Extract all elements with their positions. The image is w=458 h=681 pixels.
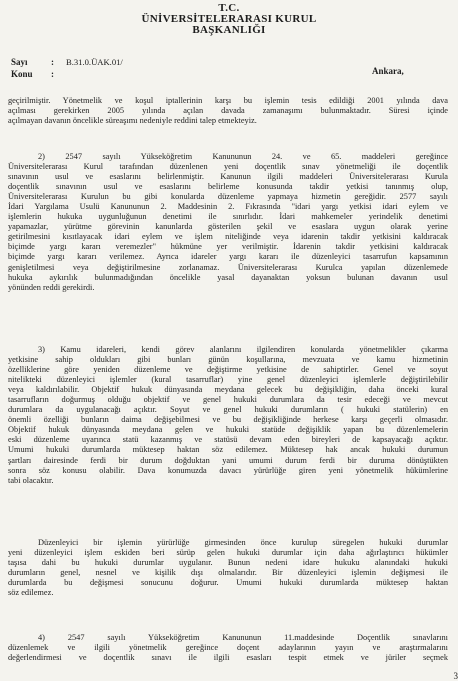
text-line: 3) Kamu idareleri, kendi görev alanlarını ilgilendiren konularda yönetmelikler çıkarma [38,345,448,354]
text-line: durumların genel, nesnel ve kişilik dışı olmalarıdır. Bir düzenleyici işlemin değişmesi ile [8,568,448,578]
text-line: tabi olacaktır. [8,475,54,485]
city-date: Ankara, [372,66,404,76]
text-line: İdari Yargılama Usulü Kanununun 2. Maddesinin 2. Fıkrasında "idari yargı yetkisi idari eylem ve [8,202,448,212]
text-line: açılması gerekirken 2005 yılında açılan davada zamanaşımı bulunmaktadır. Süresi içinde [8,106,448,116]
text-line: özelliklerine göre yeniden düzenleme ve değiştirme yetkisine de sahiptirler. Genel ve soyut [8,365,448,375]
header-presidency: BAŞKANLIĞI [192,24,266,36]
text-line: 2) 2547 sayılı Yükseköğretim Kanununun 24. ve 65. maddeleri gereğince [38,152,448,161]
text-line: eski düzenleme uyarınca statü kazanmış ve statüsü devam eden bireyleri de kapsayacağı açıktır. [8,435,448,445]
text-line: sonra söz konusu olabilir. Dava konumuzda davacı yürürlüğe giren yeni yönetmelik hükümlerine [8,465,448,475]
text-line: nitelikteki düzenleyici işlemler (kural tasarruflar) yine genel düzenleyici işlemlerle değiştirilebilir [8,375,448,385]
text-line: işlemlerin hukuka uygunluğunun denetimi ile sınırlıdır. İdari mahkemeler yerindelik denetimi [8,212,448,222]
sayi-value: B.31.0.ÜAK.01/ [66,57,123,67]
text-line: yetkisine sahip oldukları gibi bunları günün koşullarına, mevzuata ve kamu hizmetinin [8,355,448,365]
text-line: biçimde yargı kararı verilemez. Ayrıca idareler yargı kararı ile düzenleyici tasarrufun kapsamının [8,252,448,262]
text-line: önemli özelliği bunların daima değişebilmesi ve bu değişikliğinde herkese karşı geçerli olmasıdır. [8,415,448,425]
paragraph-5 [8,633,448,663]
text-line: sınavının usul ve esaslarını belirlenmiştir. Kanunun ilgili maddeleri Üniversitelerarası Kurula [8,172,448,182]
text-line: açılmayan davanın öncelikle süreaşımı nedeniyle reddini talep etmekteyiz. [8,116,257,126]
text-line: yönünden reddi gerekirdi. [8,282,95,292]
text-line: doçentlik sınavının usul ve esaslarını belirleme konusunda takdir yetkisi tanınmış olup, [8,182,448,192]
paragraph-4 [8,538,448,598]
text-line: Üniversitelerarası Kurulun bu gibi konularda düzenleme yapmaya hizmetin gereğidir. 2577 sayılı [8,192,448,202]
text-line: 4) 2547 sayılı Yükseköğretim Kanununun 11.maddesinde Doçentlik sınavlarını [38,633,448,642]
text-line: Objektif hukuk dünyasında meydana gelen ve hukuki statüde değişiklik yapan bu düzenlemelerin [8,425,448,435]
header-institution: ÜNİVERSİTELERARASI KURUL [141,13,317,25]
text-line: hukuka aykırılık bulunmadığından öncelikle yasal dayanaktan yoksun bulunan davanın usul [8,272,448,282]
page-number: 3 [453,671,458,681]
text-line: Düzenleyici bir işlemin yürürlüğe girmesinden önce kurulup süregelen hukuki durumlar [38,538,448,547]
text-line: durumlara da uygulanacağı açıktır. Soyut ve genel hukuki durumların ( hukuki statülerin) en [8,405,448,415]
text-line: değerlendirmesi ve doçentlik sınavı ile ilgili esasları tespit etmek ve jüriler seçmek [8,653,448,663]
header-tc: T.C. [218,2,240,14]
text-line: taşısa dahi bu hukuki durumlar uygulanır. Bunun nedeni idare hukuku alanındaki hukuki [8,558,448,568]
text-line: düzenlemek ve ilgili yönetmelik gereğince doçent adaylarının yayın ve araştırmalarını [8,643,448,653]
konu-label: Konu [11,69,33,79]
text-line: yeni düzenleyici işlem eskiden beri sürüp gelen hukuki durumlar için daha ağırlaştırıcı hükümler [8,548,448,558]
text-line: Umumi hukuki durumlarda müktesep haktan söz edilemez. Müktesep hak ancak hukuki durumun [8,445,448,455]
text-line: Üniversitelerarası Kurul tarafından düzenlenen yeni doçentlik sınav yönetmeliği ile doçentlik [8,162,448,172]
paragraph-3 [8,345,448,486]
text-line: durumlarda bu değişmesi sonucunu doğurur. Umumi hukuki durumlarda müktesep haktan [8,578,448,588]
konu-colon: : [51,69,54,79]
sayi-label: Sayı [11,57,28,67]
text-line: geçirilmiştir. Yönetmelik ve koşul iptallerinin karşı bu işlemin tesis edildiği 2001 yılında dava [8,96,448,105]
paragraph-2 [8,152,448,293]
text-line: yapamazlar, yürütme görevinin kanunlarda gösterilen şekil ve esaslara uygun olarak yerine [8,222,448,232]
text-line: söz edilemez. [8,588,54,598]
text-line: getirilmesini kısıtlayacak idari eylem ve işlem niteliğinde veya idarenin takdir yetkisini kaldıracak [8,232,448,242]
sayi-colon: : [51,57,54,67]
paragraph-1 [8,96,448,126]
text-line: şartları dairesinde ferdi bir durum doğduktan yani umumi durum ferdi bir duruma dönüştükten [8,455,448,465]
text-line: genişletilmesi veya değiştirilmesine zorlanamaz. Üniversitelerarası Kurulca yapılan düzenlemede [8,262,448,272]
text-line: veya kaldırılabilir. Objektif hukuk dünyasında meydana gelecek bu değişikliğin, daha önceki kural [8,385,448,395]
text-line: biçimde yargı kararı veremezler" hükmüne yer verilmiştir. İdarenin takdir yetkisini kaldıracak [8,242,448,252]
text-line: tasarrufların doğurmuş olduğu objektif ve genel hukuki durumlara da tesir edeceği ve mevcut [8,395,448,405]
